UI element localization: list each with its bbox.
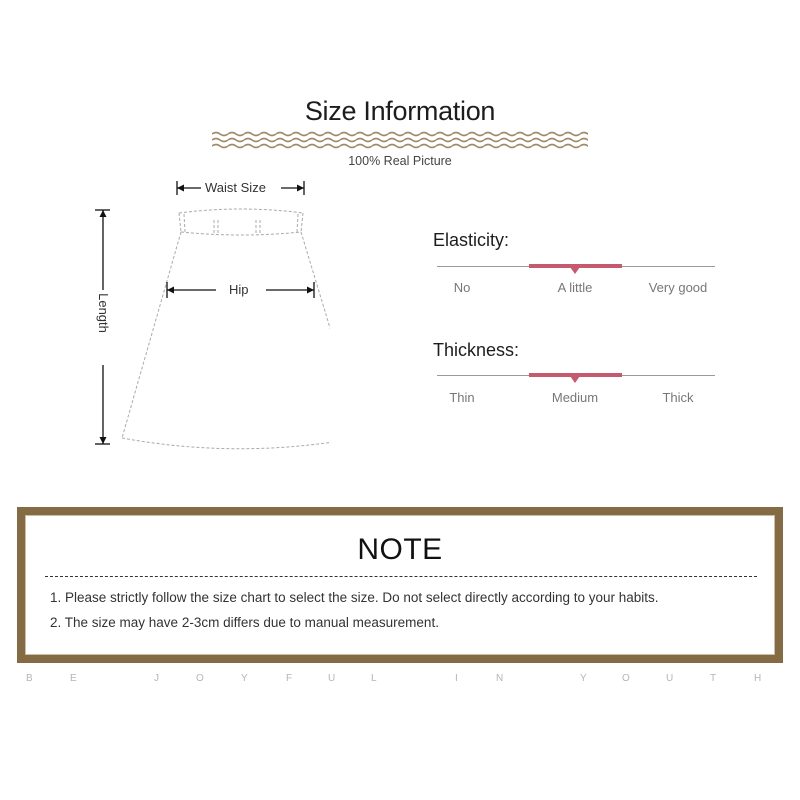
thickness-option-thin: Thin xyxy=(449,390,475,405)
thickness-option-thick: Thick xyxy=(662,390,694,405)
tagline-letter: N xyxy=(496,673,504,684)
length-label: Length xyxy=(96,293,111,333)
elasticity-option-no: No xyxy=(453,280,471,295)
tagline-letter: T xyxy=(710,673,717,684)
tagline-letter: Y xyxy=(241,673,248,684)
elasticity-scale xyxy=(433,230,509,251)
elasticity-option-very-good: Very good xyxy=(648,280,708,295)
thickness-scale xyxy=(433,340,519,361)
thickness-title: Thickness: xyxy=(433,340,520,360)
tagline-letter: J xyxy=(154,673,159,684)
skirt-diagram xyxy=(90,170,330,460)
tagline-letter: O xyxy=(196,673,204,684)
tagline-letter: F xyxy=(286,673,293,684)
note-line-1: 1. Please strictly follow the size chart to select the size. Do not select directly according to your habits. xyxy=(50,590,659,605)
tagline-letter: U xyxy=(328,673,336,684)
note-line-2: 2. The size may have 2-3cm differs due to manual measurement. xyxy=(50,615,439,630)
hip-label: Hip xyxy=(229,282,249,297)
tagline-letter: U xyxy=(666,673,674,684)
page-title: Size Information xyxy=(304,96,496,126)
note-frame xyxy=(17,507,783,663)
note-title: NOTE xyxy=(357,533,443,566)
tagline-letter: L xyxy=(371,673,377,684)
tagline-letter: I xyxy=(455,673,458,684)
elasticity-option-a-little: A little xyxy=(557,280,593,295)
tagline-letter: B xyxy=(26,673,33,684)
tagline-letter: O xyxy=(622,673,630,684)
tagline-letter: Y xyxy=(580,673,587,684)
tagline-letter: H xyxy=(754,673,762,684)
thickness-option-medium: Medium xyxy=(551,390,599,405)
elasticity-marker-icon xyxy=(570,267,580,274)
waist-size-label: Waist Size xyxy=(205,180,266,195)
thickness-marker-icon xyxy=(570,376,580,383)
elasticity-title: Elasticity: xyxy=(433,230,510,250)
subtitle: 100% Real Picture xyxy=(348,154,452,168)
wave-ornament-icon xyxy=(212,131,588,149)
tagline-letter: E xyxy=(70,673,77,684)
note-divider xyxy=(45,576,757,577)
